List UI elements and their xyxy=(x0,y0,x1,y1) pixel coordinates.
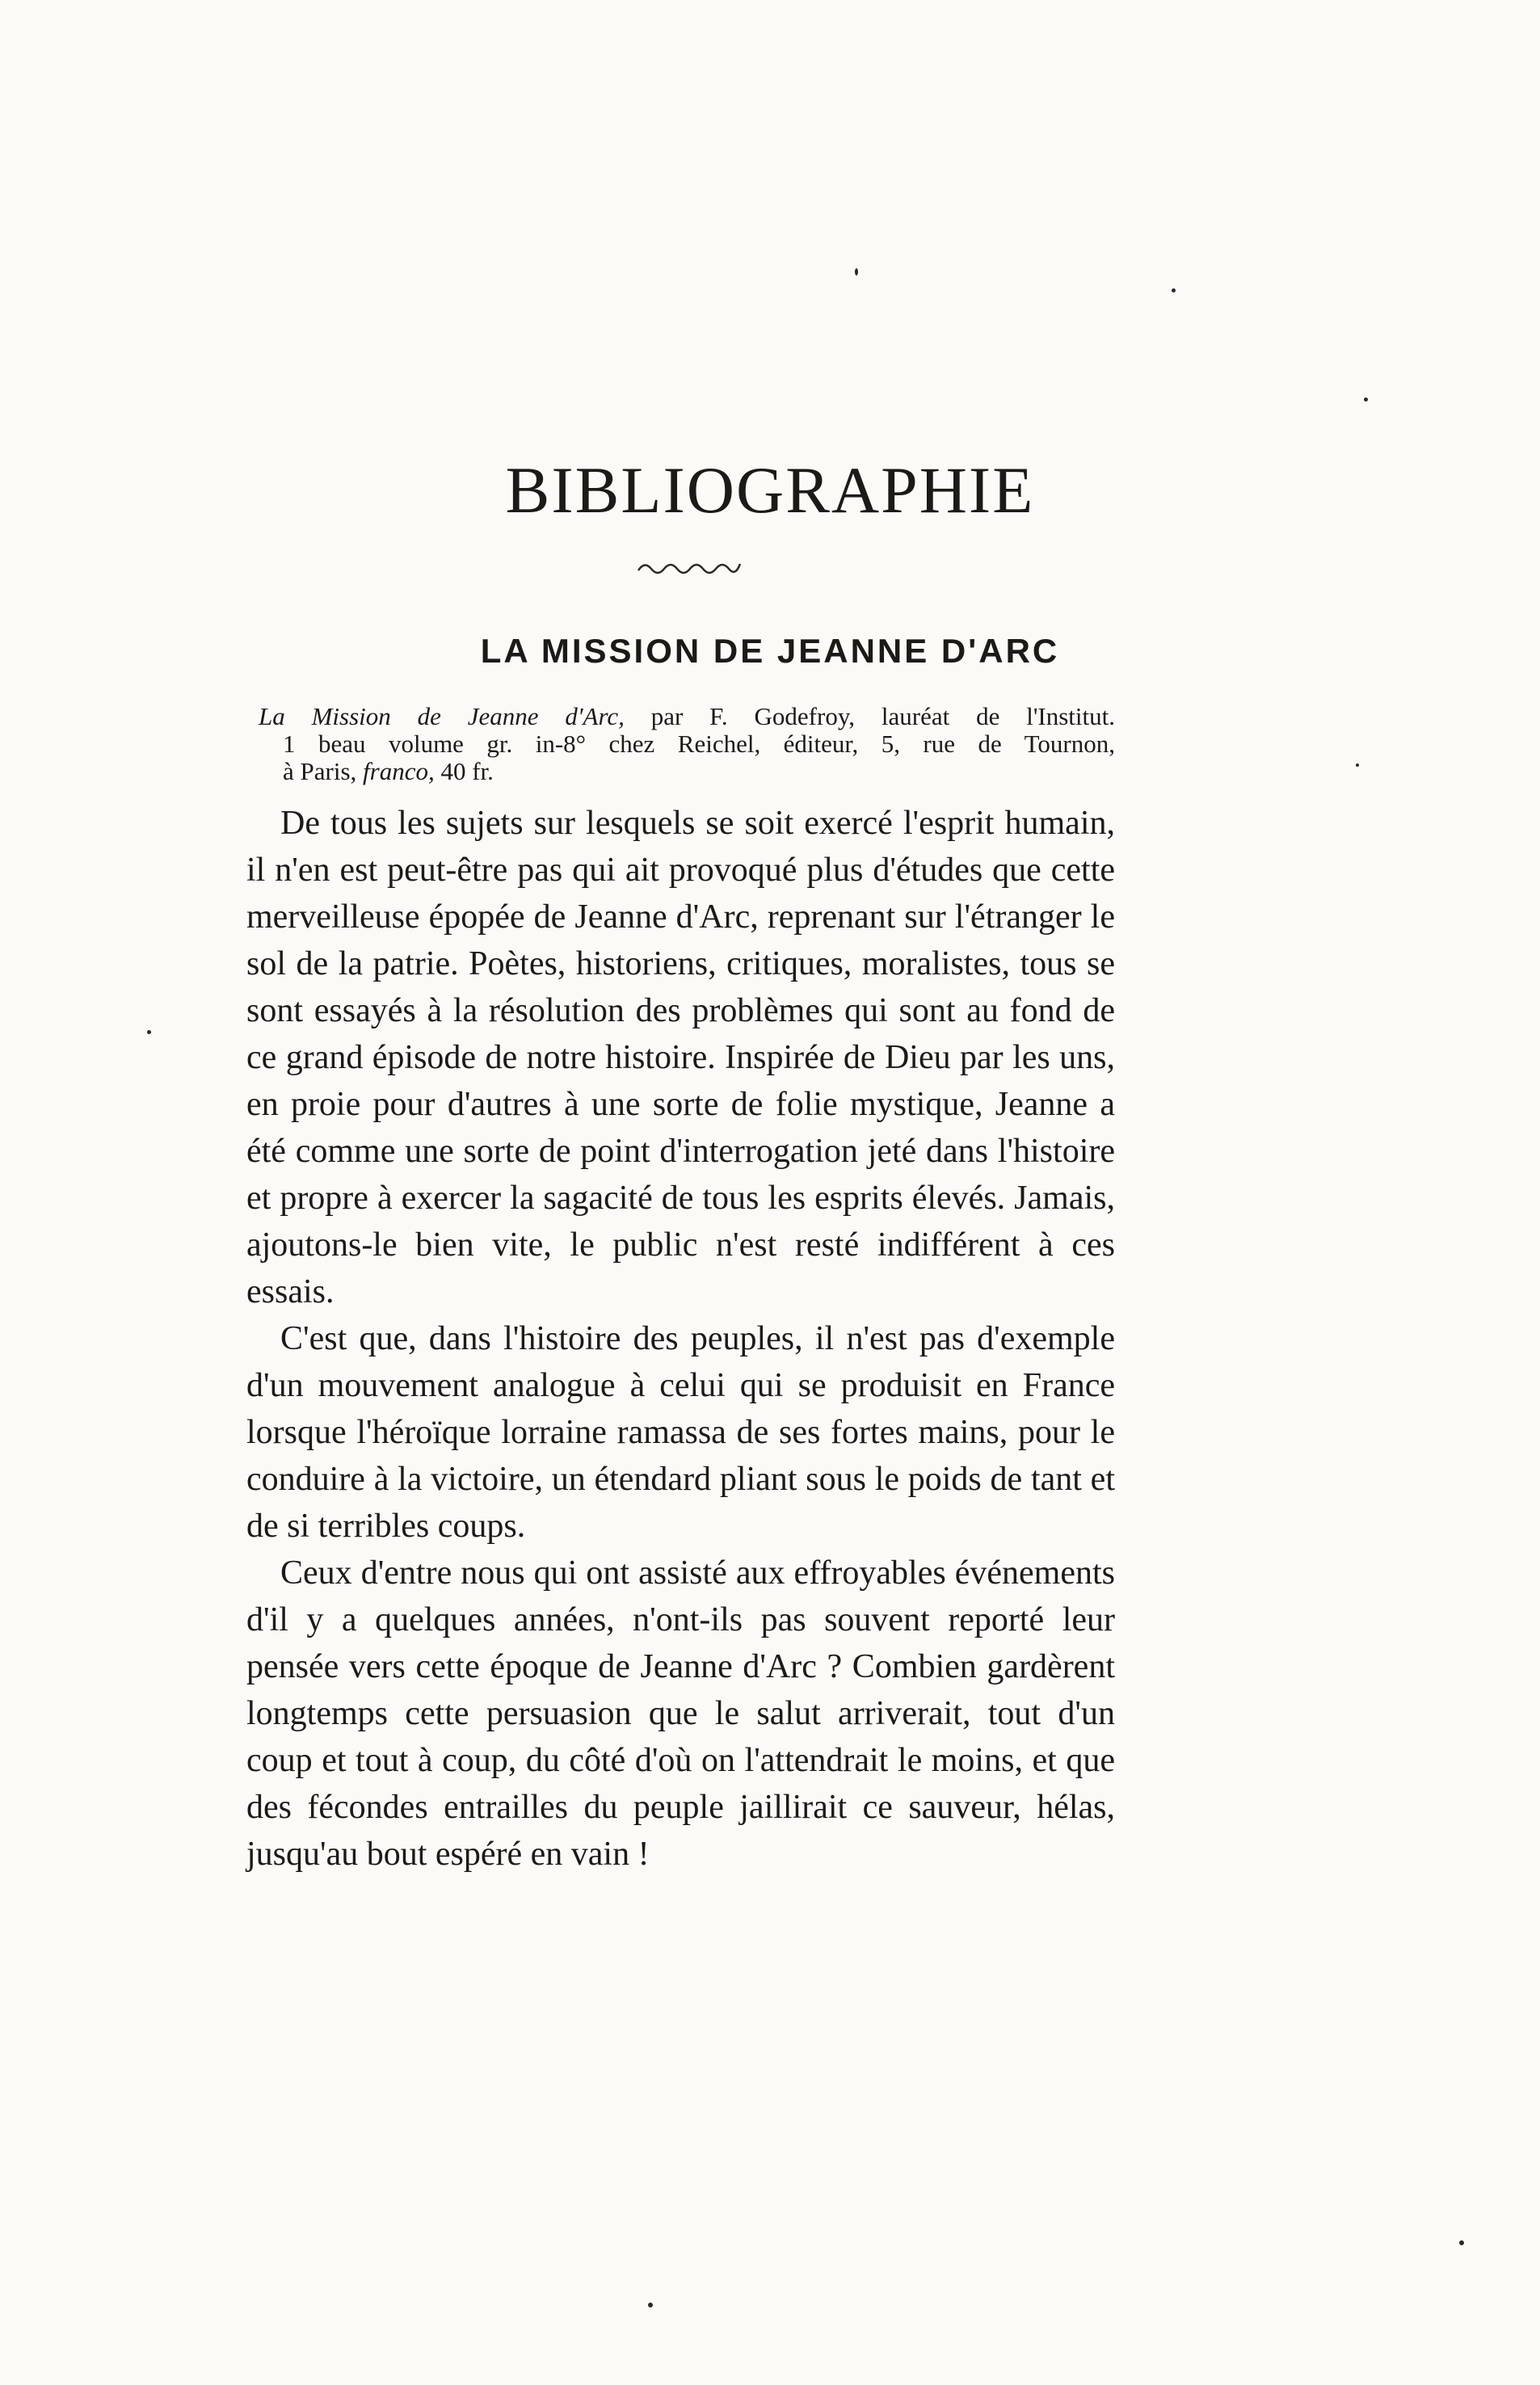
article-body xyxy=(246,800,1115,1878)
citation-line-1 xyxy=(259,703,1115,730)
citation-shipping: franco, xyxy=(363,757,435,785)
print-speck xyxy=(855,268,858,276)
citation-book-title: La Mission de Jeanne d'Arc, xyxy=(259,702,625,730)
print-speck xyxy=(1356,763,1359,767)
citation-line-2: 1 beau volume gr. in-8° chez Reichel, éditeur, 5, rue de Tournon, xyxy=(283,730,1115,758)
citation-place: à Paris, xyxy=(283,757,364,785)
paragraph-1: De tous les sujets sur lesquels se soit exercé l'esprit humain, il n'en est peut-être pas qui ait provoqué plus d'études que cette merveilleuse épopée de Jeanne d'Arc, reprenant sur l'étranger le sol de la patrie. Poètes, historiens, critiques, moralistes, tous se sont essayés à la résolution des problèmes qui sont au fond de ce grand épisode de notre histoire. Inspirée de Dieu par les uns, en proie pour d'autres à une sorte de folie mystique, Jeanne a été comme une sorte de point d'interrogation jeté dans l'histoire et propre à exercer la sagacité de tous les esprits élevés. Jamais, ajoutons-le bien vite, le public n'est resté indifférent à ces essais. xyxy=(246,805,1115,1310)
citation-author: par F. Godefroy, lauréat de l'Institut. xyxy=(624,702,1115,730)
section-heading: LA MISSION DE JEANNE D'ARC xyxy=(480,632,1060,670)
print-speck xyxy=(1459,2240,1464,2245)
wavy-ornament-divider xyxy=(637,557,742,577)
print-speck xyxy=(1172,288,1176,292)
print-speck xyxy=(1364,398,1368,402)
print-speck xyxy=(648,2303,653,2307)
print-speck xyxy=(147,1030,151,1034)
paragraph-3: Ceux d'entre nous qui ont assisté aux effroyables événements d'il y a quelques années, n'ont-ils pas souvent reporté leur pensée vers cette époque de Jeanne d'Arc ? Combien gardèrent longtemps cette persuasion que le salut arriverait, tout d'un coup et tout à coup, du côté d'où on l'attendrait le moins, et que des fécondes entrailles du peuple jaillirait ce sauveur, hélas, jusqu'au bout espéré en vain ! xyxy=(246,1554,1115,1873)
page-title: BIBLIOGRAPHIE xyxy=(505,453,1035,527)
book-citation xyxy=(259,703,1115,785)
citation-line-3 xyxy=(259,758,1115,785)
citation-price: 40 fr. xyxy=(434,757,494,785)
paragraph-2: C'est que, dans l'histoire des peuples, il n'est pas d'exemple d'un mouvement analogue à celui qui se produisit en France lorsque l'héroïque lorraine ramassa de ses fortes mains, pour le conduire à la victoire, un étendard pliant sous le poids de tant et de si terribles coups. xyxy=(246,1320,1115,1545)
